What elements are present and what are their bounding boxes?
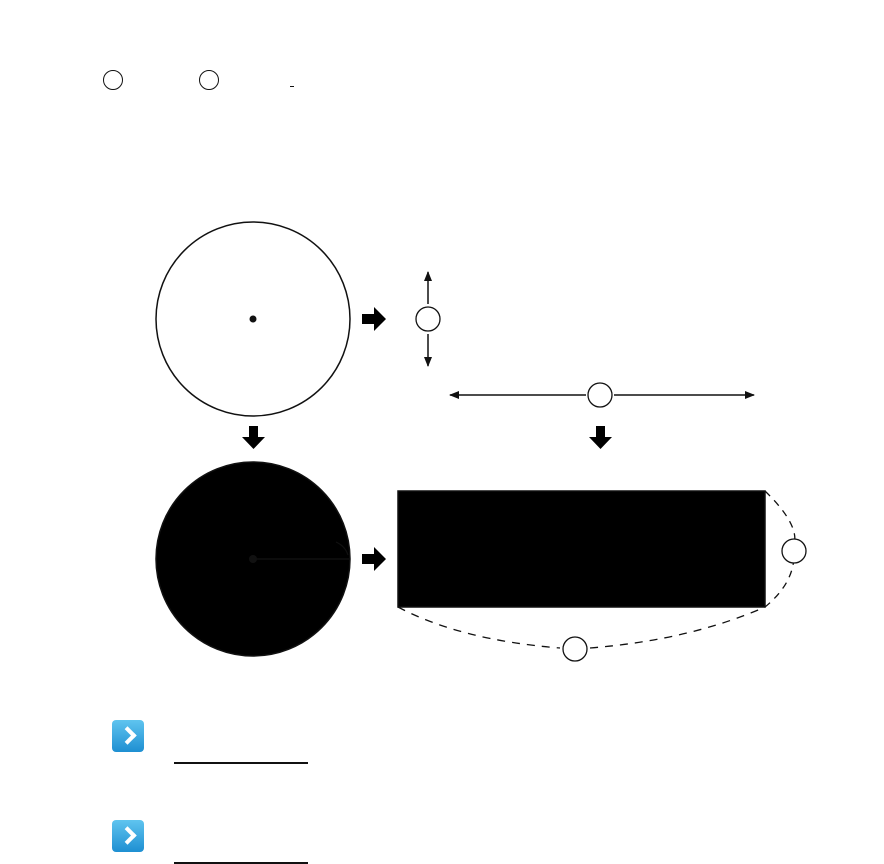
- bottom-dashed-arc-right: [590, 607, 765, 648]
- arrow-right-top: [362, 307, 386, 331]
- arrow-down-left: [242, 426, 265, 449]
- answer-input-line[interactable]: [174, 760, 308, 764]
- bottom-dashed-arc-left: [398, 607, 560, 648]
- result-rectangle: [398, 491, 765, 607]
- answer-row-1: [112, 720, 308, 764]
- side-dashed-arc-bottom: [765, 558, 794, 607]
- label-circle-side: [782, 539, 806, 563]
- label-circle-width: [588, 383, 612, 407]
- sliced-circle-center: [250, 316, 257, 323]
- answer-chevron-icon: [112, 720, 144, 752]
- arrow-right-bottom: [362, 547, 386, 571]
- filled-circle-center: [249, 555, 257, 563]
- answer-chevron-icon: [112, 820, 144, 852]
- sliced-circle: [156, 222, 350, 416]
- answer-row-2: [112, 820, 308, 864]
- side-dashed-arc-top: [765, 491, 795, 545]
- label-circle-height: [416, 307, 440, 331]
- answer-input-line[interactable]: [174, 860, 308, 864]
- arrow-down-right: [589, 426, 612, 449]
- label-circle-bottom: [563, 637, 587, 661]
